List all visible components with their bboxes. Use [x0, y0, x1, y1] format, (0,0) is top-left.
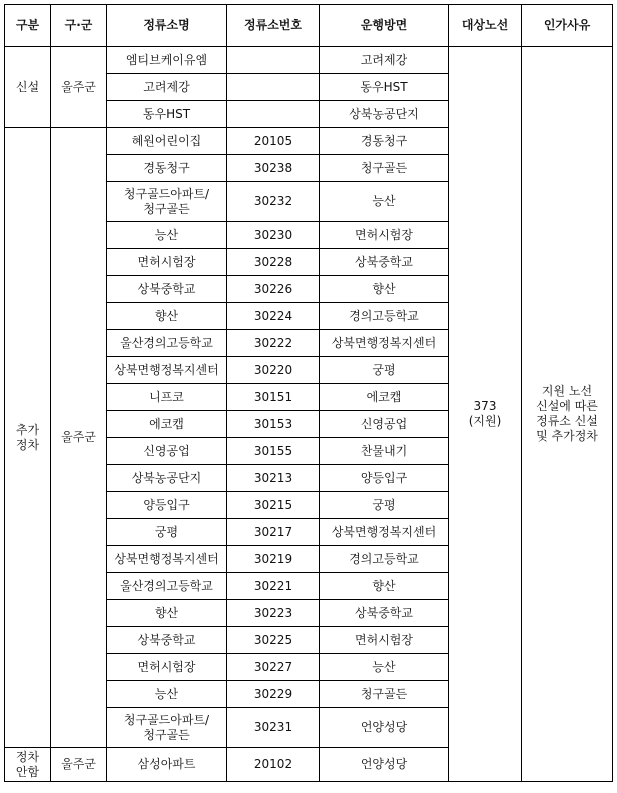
stop-number-cell — [227, 101, 320, 128]
district-cell: 울주군 — [51, 47, 107, 128]
stop-number-cell — [227, 74, 320, 101]
header-district: 구·군 — [51, 5, 107, 47]
direction-cell: 면허시험장 — [320, 627, 449, 654]
header-reason: 인가사유 — [522, 5, 613, 47]
direction-cell: 능산 — [320, 654, 449, 681]
stop-number-cell: 30217 — [227, 519, 320, 546]
direction-cell: 찬물내기 — [320, 438, 449, 465]
bus-stop-table — [4, 4, 613, 782]
header-row — [5, 5, 613, 47]
stop-name-cell: 상북농공단지 — [107, 465, 227, 492]
direction-cell: 동우HST — [320, 74, 449, 101]
table-body — [5, 47, 613, 782]
stop-number-cell: 30229 — [227, 681, 320, 708]
direction-cell: 향산 — [320, 276, 449, 303]
stop-name-cell: 엠티브케이유엠 — [107, 47, 227, 74]
reason-cell: 지원 노선 신설에 따른 정류소 신설 및 추가정차 — [522, 47, 613, 782]
stop-number-cell — [227, 47, 320, 74]
stop-name-cell: 동우HST — [107, 101, 227, 128]
stop-name-cell: 울산경의고등학교 — [107, 573, 227, 600]
direction-cell: 면허시험장 — [320, 222, 449, 249]
stop-name-cell: 양등입구 — [107, 492, 227, 519]
stop-name-cell: 삼성아파트 — [107, 748, 227, 782]
direction-cell: 상북면행정복지센터 — [320, 330, 449, 357]
direction-cell: 상북농공단지 — [320, 101, 449, 128]
header-target-route: 대상노선 — [449, 5, 522, 47]
stop-number-cell: 30232 — [227, 182, 320, 222]
stop-number-cell: 30224 — [227, 303, 320, 330]
stop-number-cell: 30223 — [227, 600, 320, 627]
stop-number-cell: 30219 — [227, 546, 320, 573]
direction-cell: 궁평 — [320, 357, 449, 384]
table-row — [5, 47, 613, 74]
direction-cell: 궁평 — [320, 492, 449, 519]
stop-number-cell: 20105 — [227, 128, 320, 155]
stop-name-cell: 경동청구 — [107, 155, 227, 182]
stop-number-cell: 30231 — [227, 708, 320, 748]
stop-number-cell: 30227 — [227, 654, 320, 681]
target-route-cell: 373 (지원) — [449, 47, 522, 782]
district-cell: 울주군 — [51, 128, 107, 748]
stop-name-cell: 에코캡 — [107, 411, 227, 438]
stop-name-cell: 면허시험장 — [107, 654, 227, 681]
direction-cell: 양등입구 — [320, 465, 449, 492]
stop-name-cell: 상북중학교 — [107, 276, 227, 303]
stop-number-cell: 30222 — [227, 330, 320, 357]
category-cell: 추가 정차 — [5, 128, 51, 748]
stop-name-cell: 청구골드아파트/ 청구골든 — [107, 182, 227, 222]
table-container — [4, 4, 613, 782]
header-stop-number: 정류소번호 — [227, 5, 320, 47]
direction-cell: 고려제강 — [320, 47, 449, 74]
stop-name-cell: 상북중학교 — [107, 627, 227, 654]
header-stop-name: 정류소명 — [107, 5, 227, 47]
direction-cell: 경동청구 — [320, 128, 449, 155]
district-cell: 울주군 — [51, 748, 107, 782]
stop-name-cell: 니프코 — [107, 384, 227, 411]
table-header — [5, 5, 613, 47]
stop-number-cell: 30213 — [227, 465, 320, 492]
direction-cell: 에코캡 — [320, 384, 449, 411]
stop-number-cell: 30226 — [227, 276, 320, 303]
stop-name-cell: 궁평 — [107, 519, 227, 546]
stop-name-cell: 신영공업 — [107, 438, 227, 465]
stop-number-cell: 30153 — [227, 411, 320, 438]
direction-cell: 경의고등학교 — [320, 303, 449, 330]
stop-number-cell: 30238 — [227, 155, 320, 182]
stop-name-cell: 면허시험장 — [107, 249, 227, 276]
stop-number-cell: 30215 — [227, 492, 320, 519]
stop-name-cell: 상북면행정복지센터 — [107, 357, 227, 384]
stop-name-cell: 고려제강 — [107, 74, 227, 101]
direction-cell: 언양성당 — [320, 708, 449, 748]
category-cell: 신설 — [5, 47, 51, 128]
stop-number-cell: 30155 — [227, 438, 320, 465]
direction-cell: 향산 — [320, 573, 449, 600]
stop-number-cell: 30220 — [227, 357, 320, 384]
direction-cell: 신영공업 — [320, 411, 449, 438]
stop-name-cell: 능산 — [107, 222, 227, 249]
stop-number-cell: 30151 — [227, 384, 320, 411]
stop-number-cell: 30230 — [227, 222, 320, 249]
direction-cell: 청구골든 — [320, 155, 449, 182]
stop-name-cell: 혜원어린이집 — [107, 128, 227, 155]
stop-name-cell: 향산 — [107, 303, 227, 330]
header-direction: 운행방면 — [320, 5, 449, 47]
stop-name-cell: 능산 — [107, 681, 227, 708]
stop-number-cell: 20102 — [227, 748, 320, 782]
direction-cell: 청구골든 — [320, 681, 449, 708]
stop-name-cell: 울산경의고등학교 — [107, 330, 227, 357]
direction-cell: 경의고등학교 — [320, 546, 449, 573]
direction-cell: 상북중학교 — [320, 249, 449, 276]
header-category: 구분 — [5, 5, 51, 47]
stop-name-cell: 상북면행정복지센터 — [107, 546, 227, 573]
stop-number-cell: 30225 — [227, 627, 320, 654]
stop-number-cell: 30228 — [227, 249, 320, 276]
direction-cell: 상북중학교 — [320, 600, 449, 627]
direction-cell: 상북면행정복지센터 — [320, 519, 449, 546]
stop-name-cell: 청구골드아파트/ 청구골든 — [107, 708, 227, 748]
category-cell: 정차 안함 — [5, 748, 51, 782]
stop-number-cell: 30221 — [227, 573, 320, 600]
stop-name-cell: 향산 — [107, 600, 227, 627]
direction-cell: 능산 — [320, 182, 449, 222]
direction-cell: 언양성당 — [320, 748, 449, 782]
